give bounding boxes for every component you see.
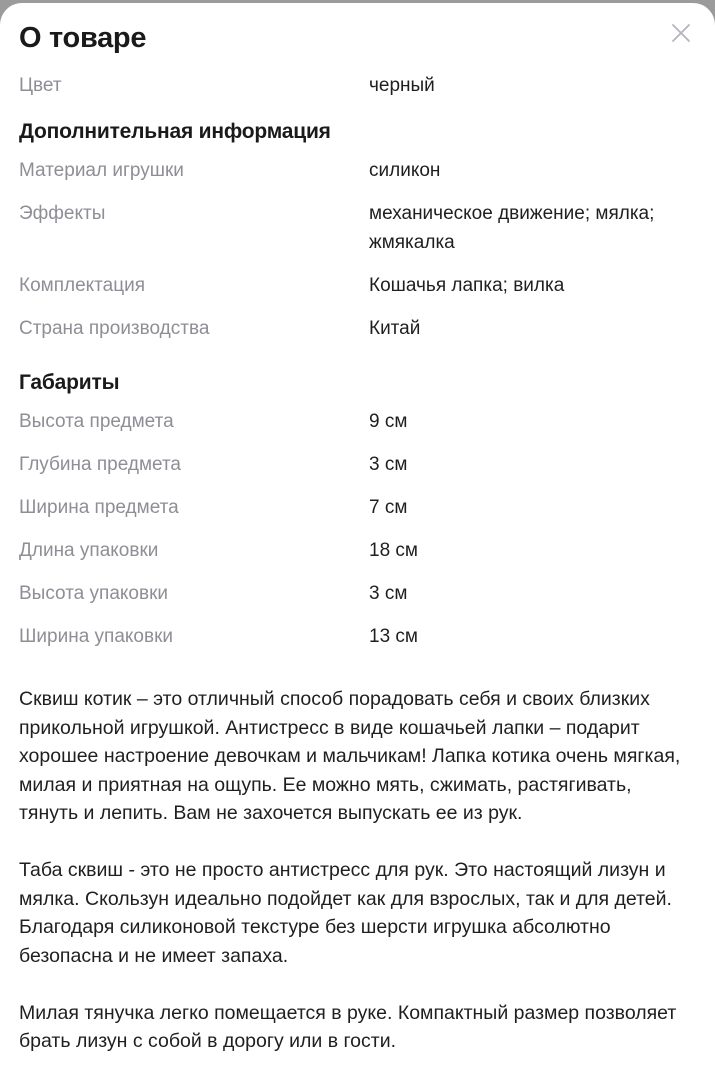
spec-label: Материал игрушки (19, 160, 184, 181)
sheet-header (19, 21, 715, 61)
spec-value: 9 см (369, 411, 408, 432)
spec-value: 13 см (369, 626, 418, 647)
spec-label: Цвет (19, 75, 62, 96)
spec-value: 18 см (369, 540, 418, 561)
spec-value: механическое движение; мялка; жмякалка (369, 203, 655, 253)
spec-value: 3 см (369, 454, 408, 475)
spec-label: Высота упаковки (19, 583, 168, 604)
spec-label: Страна производства (19, 318, 210, 339)
spec-row-effects (19, 199, 696, 257)
spec-row-package-height (19, 579, 696, 608)
spec-row-country (19, 314, 696, 343)
spec-label: Комплектация (19, 275, 146, 296)
spec-label: Высота предмета (19, 411, 174, 432)
spec-row-material (19, 156, 696, 185)
product-info-sheet (0, 3, 715, 1090)
close-button[interactable] (669, 21, 693, 45)
section-additional-info (19, 117, 696, 343)
spec-label: Длина упаковки (19, 540, 159, 561)
section-dimensions (19, 368, 696, 651)
page-title: О товаре (19, 22, 147, 54)
spec-label: Ширина упаковки (19, 626, 174, 647)
spec-row-item-height (19, 407, 696, 436)
spec-value: Кошачья лапка; вилка (369, 275, 565, 296)
spec-label: Глубина предмета (19, 454, 182, 475)
spec-row-package-contents (19, 271, 696, 300)
description-paragraph: Сквиш котик – это отличный способ порадовать себя и своих близких прикольной игрушкой. Антистресс в виде кошачьей лапки – подарит хорошее настроение девочкам и мальчикам! Лапка котика очень мягкая, милая и приятная на ощупь. Ее можно мять, сжимать, растягивать, тянуть и лепить. Вам не захочется выпускать ее из рук. (19, 688, 681, 824)
spec-row-item-width (19, 493, 696, 522)
spec-value: силикон (369, 160, 441, 181)
product-description (19, 685, 696, 1056)
spec-row-color (19, 71, 696, 100)
close-icon (669, 21, 693, 45)
spec-label: Эффекты (19, 203, 106, 224)
description-paragraph: Милая тянучка легко помещается в руке. Компактный размер позволяет брать лизун с собой в дорогу или в гости. (19, 1001, 677, 1052)
spec-value: Китай (369, 318, 421, 339)
description-paragraph: Таба сквиш - это не просто антистресс для рук. Это настоящий лизун и мялка. Скользун идеально подойдет как для взрослых, так и для детей. Благодаря силиконовой текстуре без шерсти игрушка абсолютно безопасна и не имеет запаха. (19, 859, 672, 967)
sheet-content (19, 71, 696, 1084)
spec-row-package-width (19, 622, 696, 651)
spec-row-package-length (19, 536, 696, 565)
spec-value: 3 см (369, 583, 408, 604)
section-title: Дополнительная информация (19, 120, 331, 143)
spec-row-item-depth (19, 450, 696, 479)
spec-value: черный (369, 75, 435, 96)
section-title: Габариты (19, 371, 120, 394)
spec-value: 7 см (369, 497, 408, 518)
spec-label: Ширина предмета (19, 497, 179, 518)
